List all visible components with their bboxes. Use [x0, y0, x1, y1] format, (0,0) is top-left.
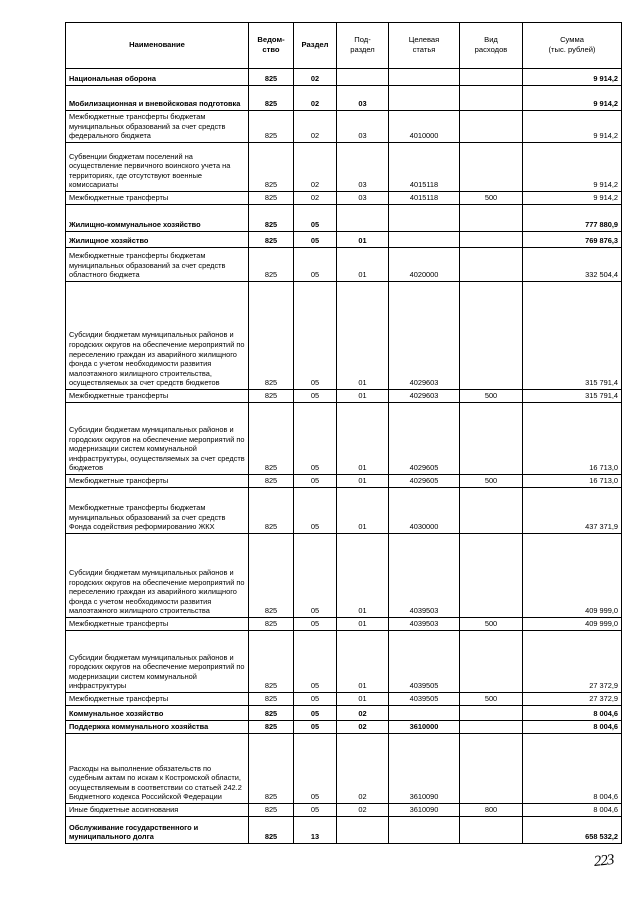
cell-type: 800: [460, 804, 523, 817]
cell-dept: 825: [249, 143, 294, 192]
cell-section: 05: [294, 721, 337, 734]
cell-name: Обслуживание государственного и муниципального долга: [66, 817, 249, 844]
cell-type: [460, 111, 523, 143]
page-number: 223: [593, 852, 615, 870]
cell-name: Расходы на выполнение обязательств по судебным актам по искам к Костромской области, осуществляемым в соответствии со статьей 242.2 Бюджетного кодекса Российской Федерации: [66, 734, 249, 804]
cell-type: [460, 248, 523, 282]
cell-section: 05: [294, 618, 337, 631]
table-row: [66, 248, 622, 282]
cell-subsection: 01: [337, 488, 389, 534]
cell-target: 4029603: [389, 282, 460, 390]
cell-sum: 9 914,2: [523, 143, 622, 192]
cell-subsection: 01: [337, 403, 389, 475]
cell-name: Субсидии бюджетам муниципальных районов и городских округов на обеспечение мероприятий по переселению граждан из аварийного жилищного фонда с учетом необходимости развития малоэтажного жилищного строительства: [66, 534, 249, 618]
cell-dept: 825: [249, 205, 294, 232]
cell-name: Субвенции бюджетам поселений на осуществление первичного воинского учета на территориях, где отсутствуют военные комиссариаты: [66, 143, 249, 192]
cell-sum: 8 004,6: [523, 804, 622, 817]
cell-section: 05: [294, 403, 337, 475]
cell-sum: 437 371,9: [523, 488, 622, 534]
cell-section: 05: [294, 631, 337, 693]
table-row: [66, 192, 622, 205]
cell-dept: 825: [249, 248, 294, 282]
cell-type: [460, 69, 523, 86]
header-section: Раздел: [294, 23, 337, 69]
cell-section: 05: [294, 706, 337, 721]
cell-section: 05: [294, 248, 337, 282]
cell-dept: 825: [249, 403, 294, 475]
cell-dept: 825: [249, 631, 294, 693]
cell-target: 3610000: [389, 721, 460, 734]
cell-name: Иные бюджетные ассигнования: [66, 804, 249, 817]
table-row: [66, 721, 622, 734]
cell-name: Коммунальное хозяйство: [66, 706, 249, 721]
cell-name: Мобилизационная и вневойсковая подготовка: [66, 86, 249, 111]
cell-name: Межбюджетные трансферты: [66, 693, 249, 706]
cell-dept: 825: [249, 618, 294, 631]
cell-subsection: [337, 817, 389, 844]
cell-type: [460, 734, 523, 804]
cell-subsection: 01: [337, 248, 389, 282]
table-row: [66, 86, 622, 111]
cell-subsection: 01: [337, 390, 389, 403]
cell-dept: 825: [249, 192, 294, 205]
cell-section: 02: [294, 192, 337, 205]
cell-type: [460, 631, 523, 693]
cell-name: Жилищно-коммунальное хозяйство: [66, 205, 249, 232]
cell-subsection: 01: [337, 534, 389, 618]
cell-type: [460, 534, 523, 618]
cell-type: 500: [460, 618, 523, 631]
cell-sum: 315 791,4: [523, 390, 622, 403]
table-row: [66, 69, 622, 86]
table-row: [66, 631, 622, 693]
table-row: [66, 390, 622, 403]
cell-type: [460, 817, 523, 844]
cell-dept: 825: [249, 488, 294, 534]
cell-section: 05: [294, 534, 337, 618]
cell-subsection: 03: [337, 86, 389, 111]
cell-subsection: 02: [337, 734, 389, 804]
cell-section: 05: [294, 232, 337, 248]
cell-target: [389, 205, 460, 232]
table-row: [66, 205, 622, 232]
cell-subsection: 01: [337, 232, 389, 248]
cell-dept: 825: [249, 282, 294, 390]
cell-section: 05: [294, 390, 337, 403]
cell-section: 05: [294, 804, 337, 817]
cell-sum: 777 880,9: [523, 205, 622, 232]
table-row: [66, 232, 622, 248]
cell-target: 4015118: [389, 143, 460, 192]
cell-target: 4029605: [389, 475, 460, 488]
cell-dept: 825: [249, 232, 294, 248]
cell-type: [460, 232, 523, 248]
cell-dept: 825: [249, 734, 294, 804]
table-row: [66, 706, 622, 721]
cell-dept: 825: [249, 804, 294, 817]
cell-subsection: 01: [337, 693, 389, 706]
cell-type: 500: [460, 475, 523, 488]
cell-target: [389, 69, 460, 86]
cell-name: Межбюджетные трансферты: [66, 618, 249, 631]
cell-type: [460, 721, 523, 734]
cell-sum: 27 372,9: [523, 631, 622, 693]
cell-name: Межбюджетные трансферты: [66, 390, 249, 403]
budget-table: [65, 22, 622, 844]
cell-dept: 825: [249, 86, 294, 111]
cell-dept: 825: [249, 390, 294, 403]
cell-sum: 658 532,2: [523, 817, 622, 844]
cell-name: Межбюджетные трансферты: [66, 192, 249, 205]
table-row: [66, 804, 622, 817]
cell-target: 4015118: [389, 192, 460, 205]
cell-dept: 825: [249, 817, 294, 844]
cell-target: 3610090: [389, 734, 460, 804]
cell-section: 05: [294, 734, 337, 804]
cell-name: Субсидии бюджетам муниципальных районов и городских округов на обеспечение мероприятий по модернизации систем коммунальной инфраструктуры: [66, 631, 249, 693]
table-row: [66, 403, 622, 475]
cell-subsection: 02: [337, 804, 389, 817]
cell-section: 05: [294, 282, 337, 390]
cell-section: 13: [294, 817, 337, 844]
cell-dept: 825: [249, 69, 294, 86]
table-row: [66, 488, 622, 534]
table-row: [66, 618, 622, 631]
cell-subsection: 02: [337, 721, 389, 734]
cell-dept: 825: [249, 111, 294, 143]
cell-type: [460, 706, 523, 721]
table-row: [66, 693, 622, 706]
cell-type: [460, 143, 523, 192]
cell-dept: 825: [249, 693, 294, 706]
cell-name: Субсидии бюджетам муниципальных районов и городских округов на обеспечение мероприятий по модернизации систем коммунальной инфраструктуры, осуществляемых за счет средств бюджетов: [66, 403, 249, 475]
table-row: [66, 282, 622, 390]
cell-target: 4039505: [389, 693, 460, 706]
table-row: [66, 534, 622, 618]
table-header-row: [66, 23, 622, 69]
header-type: Вид расходов: [460, 23, 523, 69]
cell-target: 4029603: [389, 390, 460, 403]
cell-sum: 769 876,3: [523, 232, 622, 248]
cell-type: [460, 403, 523, 475]
table-row: [66, 475, 622, 488]
cell-target: 4010000: [389, 111, 460, 143]
header-sum: Сумма (тыс. рублей): [523, 23, 622, 69]
table-row: [66, 734, 622, 804]
cell-name: Поддержка коммунального хозяйства: [66, 721, 249, 734]
cell-dept: 825: [249, 534, 294, 618]
cell-sum: 409 999,0: [523, 618, 622, 631]
cell-sum: 8 004,6: [523, 721, 622, 734]
cell-sum: 9 914,2: [523, 111, 622, 143]
cell-sum: 16 713,0: [523, 475, 622, 488]
cell-subsection: [337, 205, 389, 232]
header-dept: Ведом- ство: [249, 23, 294, 69]
cell-section: 02: [294, 86, 337, 111]
cell-subsection: 01: [337, 631, 389, 693]
cell-section: 05: [294, 693, 337, 706]
cell-type: [460, 205, 523, 232]
cell-name: Субсидии бюджетам муниципальных районов и городских округов на обеспечение мероприятий по переселению граждан из аварийного жилищного фонда с учетом необходимости развития малоэтажного жилищного строительства, осуществляемых за счет средств бюджетов: [66, 282, 249, 390]
cell-type: 500: [460, 192, 523, 205]
cell-sum: 9 914,2: [523, 69, 622, 86]
cell-sum: 8 004,6: [523, 734, 622, 804]
cell-type: [460, 86, 523, 111]
table-row: [66, 111, 622, 143]
cell-subsection: 01: [337, 282, 389, 390]
cell-subsection: 03: [337, 143, 389, 192]
cell-target: [389, 232, 460, 248]
cell-section: 02: [294, 69, 337, 86]
header-subsection: Под- раздел: [337, 23, 389, 69]
header-name: Наименование: [66, 23, 249, 69]
cell-sum: 27 372,9: [523, 693, 622, 706]
cell-name: Жилищное хозяйство: [66, 232, 249, 248]
cell-subsection: 02: [337, 706, 389, 721]
cell-name: Межбюджетные трансферты: [66, 475, 249, 488]
cell-target: [389, 86, 460, 111]
cell-sum: 9 914,2: [523, 86, 622, 111]
cell-target: 4029605: [389, 403, 460, 475]
cell-type: [460, 282, 523, 390]
cell-section: 05: [294, 475, 337, 488]
cell-type: [460, 488, 523, 534]
cell-dept: 825: [249, 721, 294, 734]
cell-section: 02: [294, 111, 337, 143]
cell-subsection: 03: [337, 192, 389, 205]
cell-name: Национальная оборона: [66, 69, 249, 86]
cell-sum: 409 999,0: [523, 534, 622, 618]
cell-dept: 825: [249, 475, 294, 488]
cell-target: 3610090: [389, 804, 460, 817]
cell-target: 4030000: [389, 488, 460, 534]
cell-target: 4039503: [389, 534, 460, 618]
cell-subsection: 01: [337, 618, 389, 631]
cell-name: Межбюджетные трансферты бюджетам муниципальных образований за счет средств областного бюджета: [66, 248, 249, 282]
cell-section: 05: [294, 488, 337, 534]
table-row: [66, 143, 622, 192]
cell-sum: 332 504,4: [523, 248, 622, 282]
cell-target: 4039505: [389, 631, 460, 693]
cell-name: Межбюджетные трансферты бюджетам муниципальных образований за счет средств федерального бюджета: [66, 111, 249, 143]
table-row: [66, 817, 622, 844]
cell-target: [389, 817, 460, 844]
cell-subsection: 03: [337, 111, 389, 143]
cell-subsection: [337, 69, 389, 86]
cell-section: 02: [294, 143, 337, 192]
cell-target: [389, 706, 460, 721]
cell-sum: 9 914,2: [523, 192, 622, 205]
cell-target: 4020000: [389, 248, 460, 282]
cell-dept: 825: [249, 706, 294, 721]
cell-sum: 8 004,6: [523, 706, 622, 721]
cell-name: Межбюджетные трансферты бюджетам муниципальных образований за счет средств Фонда содействия реформированию ЖКХ: [66, 488, 249, 534]
cell-sum: 16 713,0: [523, 403, 622, 475]
cell-sum: 315 791,4: [523, 282, 622, 390]
cell-target: 4039503: [389, 618, 460, 631]
cell-subsection: 01: [337, 475, 389, 488]
cell-section: 05: [294, 205, 337, 232]
header-target: Целевая статья: [389, 23, 460, 69]
cell-type: 500: [460, 693, 523, 706]
cell-type: 500: [460, 390, 523, 403]
